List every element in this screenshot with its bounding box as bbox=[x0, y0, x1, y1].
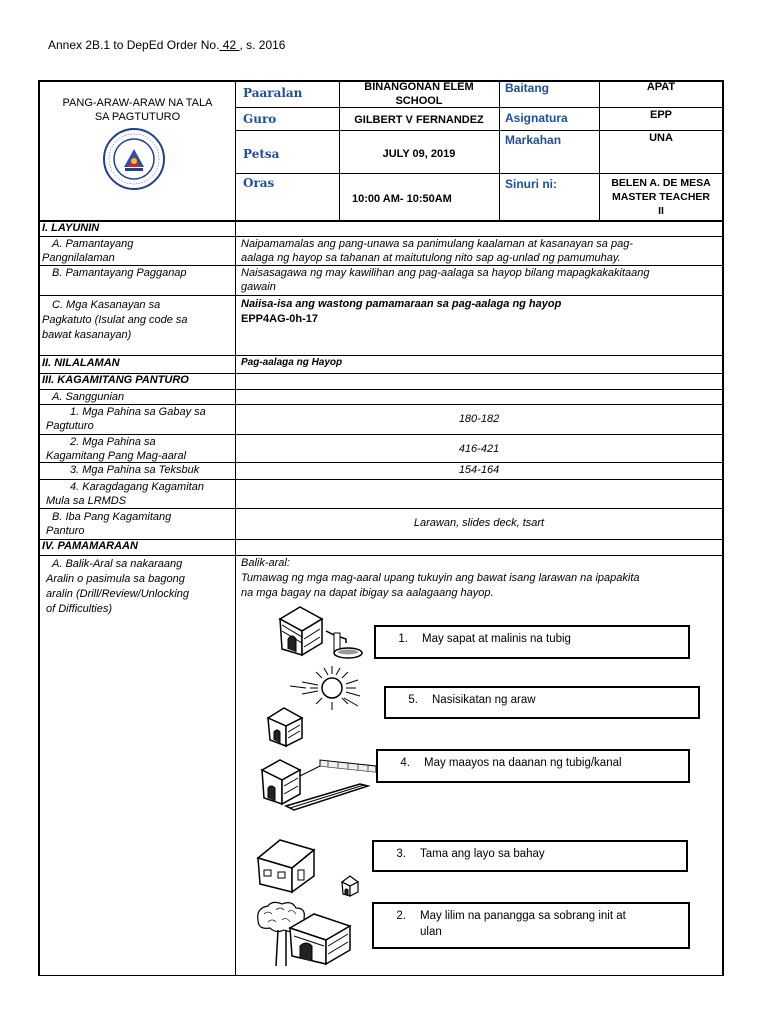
kagamitang-pang-mag-aaral-label bbox=[46, 435, 186, 463]
layunin-heading: I. LAYUNIN bbox=[42, 222, 100, 234]
paaralan-value-line-1: BINANGONAN ELEM bbox=[364, 81, 474, 93]
teksbuk-label: 3. Mga Pahina sa Teksbuk bbox=[70, 464, 200, 476]
kagamitang-pang-mag-aaral-value: 416-421 bbox=[458, 443, 500, 455]
instructions-line-2: na mga bagay na dapat ibigay sa aalagaang hayop. bbox=[241, 587, 494, 599]
layunin-c-text-line-1: Naiisa-isa ang wastong pamamaraan sa pag-aalaga ng hayop bbox=[241, 298, 562, 310]
title-line-2: SA PAGTUTURO bbox=[94, 111, 181, 123]
oras-value: 10:00 AM- 10:50AM bbox=[352, 193, 452, 205]
title-line-1: PANG-ARAW-ARAW NA TALA bbox=[62, 97, 213, 109]
paaralan-value bbox=[340, 80, 498, 108]
item-text-1: May sapat at malinis na tubig bbox=[422, 633, 571, 645]
item-box-1 bbox=[374, 625, 690, 659]
iba-pang-label-line-2: Panturo bbox=[46, 525, 85, 537]
kagamitang-label-line-1: 2. Mga Pahina sa bbox=[70, 436, 156, 448]
doghouse-water-pump-picture bbox=[262, 605, 372, 668]
iba-pang-kagamitan-value: Larawan, slides deck, tsart bbox=[413, 517, 545, 529]
annex-number: 42 bbox=[219, 38, 240, 52]
layunin-c-code: EPP4AG-0h-17 bbox=[241, 313, 319, 325]
house-small-doghouse-picture bbox=[254, 836, 366, 905]
sanggunian-label: A. Sanggunian bbox=[52, 391, 125, 403]
instructions-line-1: Tumawag ng mga mag-aaral upang tukuyin ang bawat isang larawan na ipapakita bbox=[241, 572, 640, 584]
item-text-4: Tama ang layo sa bahay bbox=[420, 848, 545, 860]
paaralan-label: Paaralan bbox=[243, 86, 303, 100]
sinuri-value-line-1: BELEN A. DE MESA bbox=[611, 177, 711, 189]
layunin-a-text-line-1: Naipamamalas ang pang-unawa sa panimulang kaalaman at kasanayan sa pag- bbox=[241, 238, 633, 250]
layunin-a-text bbox=[241, 237, 721, 265]
layunin-c-label bbox=[42, 298, 188, 343]
pamamaraan-heading: IV. PAMAMARAAN bbox=[42, 540, 138, 552]
layunin-c-label-line-1: C. Mga Kasanayan sa bbox=[52, 299, 161, 311]
item-box-3 bbox=[376, 749, 690, 783]
item-number-5: 2. bbox=[396, 910, 406, 922]
sinuri-label: Sinuri ni: bbox=[505, 177, 557, 191]
sun-over-doghouse-picture bbox=[262, 664, 382, 753]
page-title bbox=[40, 96, 235, 124]
nilalaman-value: Pag-aalaga ng Hayop bbox=[241, 357, 343, 368]
lrmds-label-line-2: Mula sa LRMDS bbox=[46, 495, 127, 507]
deped-seal bbox=[102, 127, 166, 191]
lrmds-label bbox=[46, 480, 204, 508]
layunin-a-label-line-1: A. Pamantayang bbox=[52, 238, 134, 250]
iba-pang-kagamitan-label bbox=[46, 510, 172, 538]
guro-label: Guro bbox=[243, 112, 277, 126]
item-text-2: Nasisikatan ng araw bbox=[432, 694, 536, 706]
markahan-label: Markahan bbox=[505, 133, 562, 147]
nilalaman-heading: II. NILALAMAN bbox=[42, 357, 120, 369]
layunin-b-label: B. Pamantayang Pagganap bbox=[52, 267, 187, 279]
item-text-5-line-2: ulan bbox=[420, 926, 442, 938]
iba-pang-label-line-1: B. Iba Pang Kagamitang bbox=[52, 511, 172, 523]
lrmds-label-line-1: 4. Karagdagang Kagamitan bbox=[70, 481, 204, 493]
balik-aral-label-line-2: Aralin o pasimula sa bagong bbox=[46, 573, 185, 585]
layunin-c-text bbox=[241, 297, 721, 327]
layunin-a-label bbox=[42, 237, 134, 265]
item-box-2 bbox=[384, 686, 700, 719]
item-number-4: 3. bbox=[396, 848, 406, 860]
layunin-b-text bbox=[241, 266, 721, 294]
sinuri-value bbox=[600, 176, 722, 218]
annex-suffix: , s. 2016 bbox=[239, 38, 286, 52]
item-number-3: 4. bbox=[400, 757, 410, 769]
annex-line bbox=[48, 38, 285, 52]
balik-aral-label-line-3: aralin (Drill/Review/Unlocking bbox=[46, 588, 190, 600]
baitang-value: APAT bbox=[646, 81, 676, 93]
item-text-3: May maayos na daanan ng tubig/kanal bbox=[424, 757, 622, 769]
kagamitang-label-line-2: Kagamitang Pang Mag-aaral bbox=[46, 450, 187, 462]
asignatura-label: Asignatura bbox=[505, 111, 568, 125]
balik-aral-label-line-1: A. Balik-Aral sa nakaraang bbox=[52, 558, 183, 570]
item-number-2: 5. bbox=[408, 694, 418, 706]
gabay-label bbox=[46, 405, 206, 433]
item-box-5 bbox=[372, 902, 690, 949]
item-text-5: May lilim na panangga sa sobrang init at bbox=[420, 910, 626, 922]
paaralan-value-line-2: SCHOOL bbox=[395, 95, 443, 107]
gabay-value: 180-182 bbox=[458, 413, 500, 425]
balik-aral-label-line-4: of Difficulties) bbox=[46, 603, 113, 615]
oras-label: Oras bbox=[243, 176, 275, 190]
balik-aral-instructions bbox=[241, 556, 721, 601]
balik-aral-title: Balik-aral: bbox=[241, 557, 290, 569]
kagamitan-heading: III. KAGAMITANG PANTURO bbox=[42, 374, 189, 386]
doghouse-canal-picture bbox=[256, 756, 378, 817]
gabay-label-line-1: 1. Mga Pahina sa Gabay sa bbox=[70, 406, 206, 418]
item-box-4 bbox=[372, 840, 688, 872]
gabay-label-line-2: Pagtuturo bbox=[46, 420, 94, 432]
baitang-label: Baitang bbox=[505, 81, 550, 95]
guro-value: GILBERT V FERNANDEZ bbox=[354, 114, 484, 126]
layunin-b-text-line-1: Naisasagawa ng may kawilihan ang pag-aalaga sa hayop bilang mapagkakakitaang bbox=[241, 267, 650, 279]
annex-prefix: Annex 2B.1 to DepEd Order No. bbox=[48, 38, 220, 52]
asignatura-value: EPP bbox=[649, 109, 672, 121]
petsa-label: Petsa bbox=[243, 147, 280, 161]
petsa-value: JULY 09, 2019 bbox=[382, 148, 456, 160]
markahan-value: UNA bbox=[649, 132, 673, 144]
balik-aral-label bbox=[46, 557, 190, 617]
teksbuk-value: 154-164 bbox=[458, 464, 500, 476]
layunin-b-text-line-2: gawain bbox=[241, 281, 276, 293]
sinuri-value-line-2: MASTER TEACHER bbox=[611, 191, 710, 203]
layunin-c-label-line-2: Pagkatuto (Isulat ang code sa bbox=[42, 314, 188, 326]
sinuri-value-line-3: II bbox=[658, 205, 664, 217]
layunin-a-text-line-2: aalaga ng hayop sa tahanan at maitutulong nito sap ag-unlad ng pamumuhay. bbox=[241, 252, 621, 264]
layunin-c-label-line-3: bawat kasanayan) bbox=[42, 329, 132, 341]
item-number-1: 1. bbox=[398, 633, 408, 645]
tree-shading-doghouse-picture bbox=[254, 900, 370, 973]
layunin-a-label-line-2: Pangnilalaman bbox=[42, 252, 115, 264]
